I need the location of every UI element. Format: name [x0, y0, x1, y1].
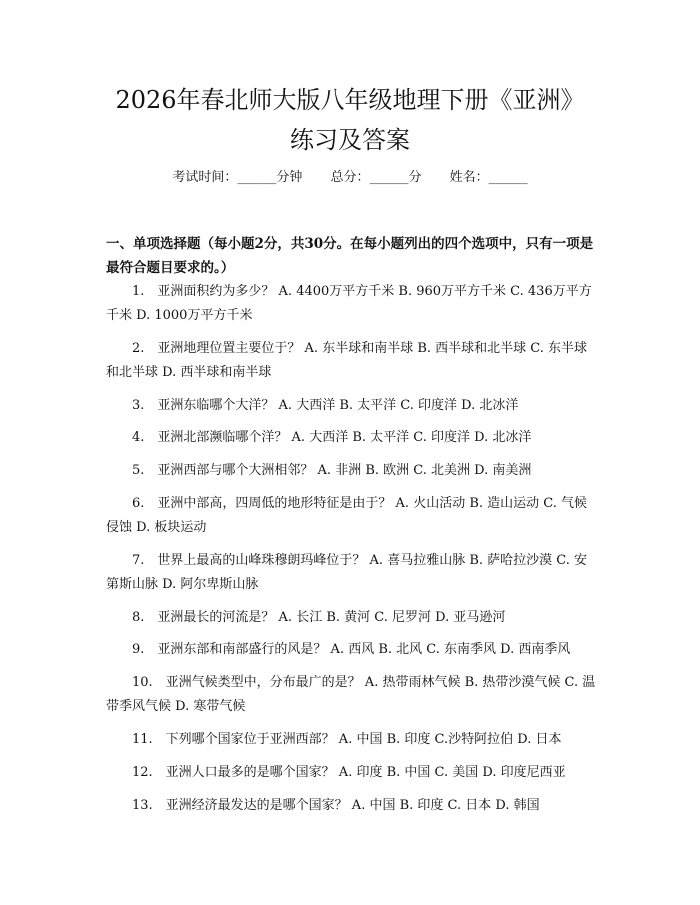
question-item: 7. 世界上最高的山峰珠穆朗玛峰位于？ A. 喜马拉雅山脉 B. 萨哈拉沙漠 C. 安第斯山脉 D. 阿尔卑斯山脉	[106, 552, 588, 592]
title-line-2: 练习及答案	[290, 126, 410, 154]
student-name: 姓名：______	[449, 170, 528, 185]
question-item: 3. 亚洲东临哪个大洋？ A. 大西洋 B. 太平洋 C. 印度洋 D. 北冰洋	[132, 397, 519, 413]
question-list	[106, 280, 598, 826]
document-title	[0, 80, 700, 160]
question-item: 11. 下列哪个国家位于亚洲西部？ A. 中国 B. 印度 C.沙特阿拉伯 D. 日本	[132, 731, 562, 747]
question-item: 1. 亚洲面积约为多少？ A. 4400万平方千米 B. 960万平方千米 C. 436万平方千米 D. 1000万平方千米	[106, 284, 592, 323]
question-item: 8. 亚洲最长的河流是？ A. 长江 B. 黄河 C. 尼罗河 D. 亚马逊河	[132, 609, 506, 625]
exam-info	[0, 168, 700, 188]
section-heading: 一、单项选择题（每小题2分，共30分。在每小题列出的四个选项中，只有一项是最符合题目要求的。）	[106, 236, 594, 276]
total-score: 总分：______分	[330, 170, 422, 185]
question-item: 10. 亚洲气候类型中，分布最广的是？ A. 热带雨林气候 B. 热带沙漠气候 C. 温带季风气候 D. 寒带气候	[106, 675, 596, 715]
exam-time: 考试时间：______分钟	[172, 170, 303, 185]
title-line-1: 2026年春北师大版八年级地理下册《亚洲》	[115, 86, 585, 114]
question-item: 5. 亚洲西部与哪个大洲相邻？ A. 非洲 B. 欧洲 C. 北美洲 D. 南美洲	[132, 463, 532, 479]
question-item: 12. 亚洲人口最多的是哪个国家？ A. 印度 B. 中国 C. 美国 D. 印度尼西亚	[132, 764, 566, 780]
question-item: 2. 亚洲地理位置主要位于？ A. 东半球和南半球 B. 西半球和北半球 C. 东半球和北半球 D. 西半球和南半球	[106, 340, 588, 380]
question-item: 13. 亚洲经济最发达的是哪个国家？ A. 中国 B. 印度 C. 日本 D. 韩国	[132, 797, 540, 813]
question-item: 4. 亚洲北部濒临哪个洋？ A. 大西洋 B. 太平洋 C. 印度洋 D. 北冰洋	[132, 430, 532, 446]
question-item: 6. 亚洲中部高，四周低的地形特征是由于？ A. 火山活动 B. 造山运动 C. 气候侵蚀 D. 板块运动	[106, 495, 588, 535]
question-item: 9. 亚洲东部和南部盛行的风是？ A. 西风 B. 北风 C. 东南季风 D. 西南季风	[132, 642, 571, 658]
